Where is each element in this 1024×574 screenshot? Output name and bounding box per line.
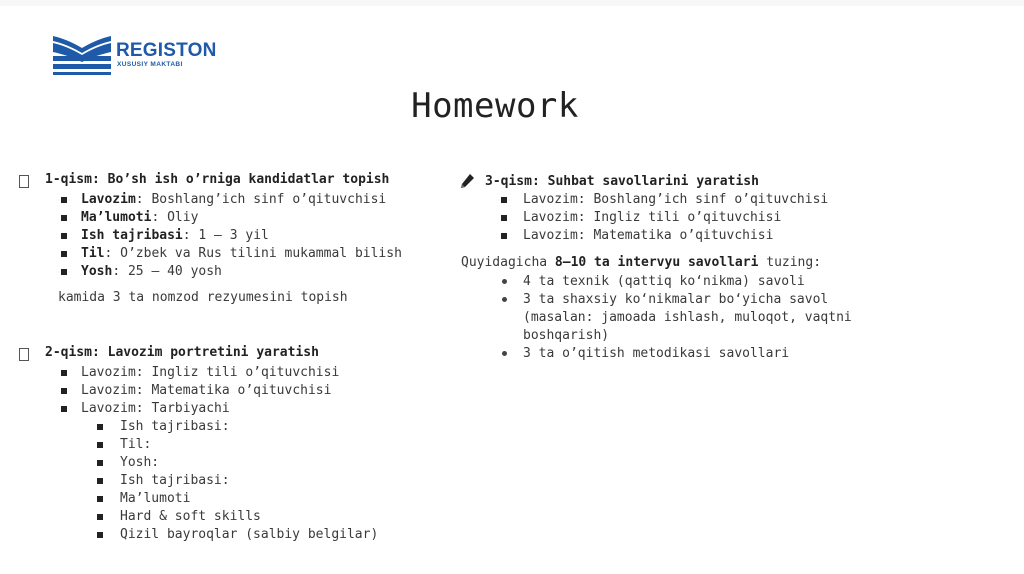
square-bullet-icon xyxy=(501,215,507,221)
square-bullet-icon xyxy=(501,197,507,203)
part2-subitem: Qizil bayroqlar (salbiy belgilar) xyxy=(120,527,379,542)
part2-subitem: Til: xyxy=(120,437,152,452)
bullet-dot-icon xyxy=(502,351,507,356)
part3-intro: Quyidagicha 8–10 ta intervyu savollari tuzing: xyxy=(461,255,822,270)
part3-item: Lavozim: Ingliz tili o’qituvchisi xyxy=(523,210,782,225)
logo-name: REGISTON xyxy=(116,40,217,61)
part1-heading: 1-qism: Bo’sh ish o’rniga kandidatlar topish xyxy=(45,172,390,187)
part2-subitem: Ma’lumoti xyxy=(120,491,191,506)
part2-subitem: Hard & soft skills xyxy=(120,509,261,524)
part1-item: Ish tajribasi: 1 – 3 yil xyxy=(81,228,269,243)
logo-subtitle: XUSUSIY MAKTABI xyxy=(117,61,183,68)
part1-item: Yosh: 25 – 40 yosh xyxy=(81,264,222,279)
part3-question: 3 ta o’qitish metodikasi savollari xyxy=(523,346,790,361)
square-bullet-icon xyxy=(97,424,103,430)
square-bullet-icon xyxy=(97,496,103,502)
bullet-dot-icon xyxy=(502,297,507,302)
part3-question: 4 ta texnik (qattiq ko‘nikma) savoli xyxy=(523,274,805,289)
logo xyxy=(52,32,252,80)
part3-question-cont: (masalan: jamoada ishlash, muloqot, vaqtni xyxy=(523,310,852,325)
square-bullet-icon xyxy=(61,233,67,239)
part3-heading: 3-qism: Suhbat savollarini yaratish xyxy=(485,174,759,189)
part2-item: Lavozim: Tarbiyachi xyxy=(81,401,230,416)
square-bullet-icon xyxy=(61,251,67,257)
book-logo-icon xyxy=(52,32,112,76)
square-bullet-icon xyxy=(501,233,507,239)
part3-item: Lavozim: Boshlang’ich sinf o’qituvchisi xyxy=(523,192,829,207)
square-bullet-icon xyxy=(61,197,67,203)
square-bullet-icon xyxy=(61,406,67,412)
part2-item: Lavozim: Ingliz tili o’qituvchisi xyxy=(81,365,340,380)
part2-subitem: Yosh: xyxy=(120,455,160,470)
slide-title: Homework xyxy=(411,86,579,126)
checkbox-icon xyxy=(19,175,29,188)
part3-item: Lavozim: Matematika o’qituvchisi xyxy=(523,228,774,243)
part2-heading: 2-qism: Lavozim portretini yaratish xyxy=(45,345,319,360)
square-bullet-icon xyxy=(61,370,67,376)
part1-note: kamida 3 ta nomzod rezyumesini topish xyxy=(58,290,348,305)
part2-subitem: Ish tajribasi: xyxy=(120,473,230,488)
square-bullet-icon xyxy=(97,532,103,538)
square-bullet-icon xyxy=(97,442,103,448)
part3-question: 3 ta shaxsiy ko‘nikmalar bo‘yicha savol xyxy=(523,292,829,307)
top-strip xyxy=(0,0,1024,6)
square-bullet-icon xyxy=(61,269,67,275)
square-bullet-icon xyxy=(97,514,103,520)
part1-item: Ma’lumoti: Oliy xyxy=(81,210,199,225)
pencil-icon xyxy=(459,173,475,189)
square-bullet-icon xyxy=(97,478,103,484)
checkbox-icon xyxy=(19,348,29,361)
part1-item: Lavozim: Boshlang’ich sinf o’qituvchisi xyxy=(81,192,387,207)
square-bullet-icon xyxy=(97,460,103,466)
part1-item: Til: O’zbek va Rus tilini mukammal bilish xyxy=(81,246,402,261)
part2-subitem: Ish tajribasi: xyxy=(120,419,230,434)
part3-question-cont: boshqarish) xyxy=(523,328,610,343)
part2-item: Lavozim: Matematika o’qituvchisi xyxy=(81,383,332,398)
square-bullet-icon xyxy=(61,215,67,221)
bullet-dot-icon xyxy=(502,279,507,284)
square-bullet-icon xyxy=(61,388,67,394)
